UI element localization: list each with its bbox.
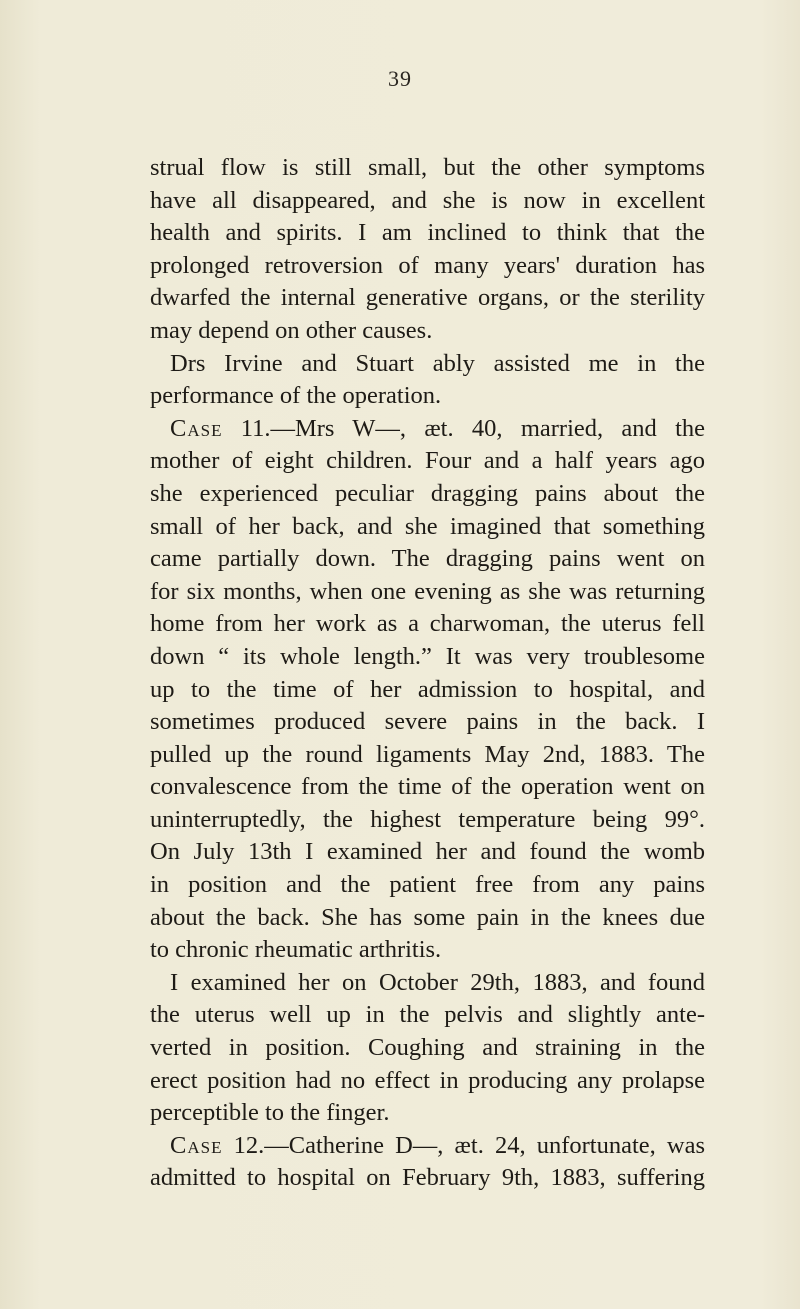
- text-line: up to the time of her admission to hospital, and: [150, 675, 705, 703]
- text-line: convalescence from the time of the operation went on: [150, 773, 705, 801]
- text-line: On July 13th I examined her and found the womb: [150, 838, 705, 866]
- text-line: mother of eight children. Four and a half years ago: [150, 447, 705, 475]
- text-line: perceptible to the finger.: [150, 1099, 390, 1127]
- text-line: to chronic rheumatic arthritis.: [150, 936, 442, 964]
- text-line: 12.—Catherine D—, æt. 24, unfortunate, was: [233, 1131, 706, 1159]
- text-line: sometimes produced severe pains in the back. I: [150, 708, 705, 736]
- case-11-heading-line: [150, 413, 705, 446]
- text-line: uninterruptedly, the highest temperature being 99°.: [150, 805, 705, 833]
- text-line: the uterus well up in the pelvis and slightly ante-: [150, 1001, 705, 1029]
- text-line: about the back. She has some pain in the knees due: [150, 903, 705, 931]
- text-line: in position and the patient free from any pains: [150, 871, 705, 899]
- text-line: erect position had no effect in producing any prolapse: [150, 1066, 705, 1094]
- text-line: Drs Irvine and Stuart ably assisted me in the: [170, 349, 705, 377]
- case-label: Case: [170, 1131, 223, 1159]
- text-line: I examined her on October 29th, 1883, and found: [170, 968, 705, 996]
- text-line: have all disappeared, and she is now in excellent: [150, 186, 705, 214]
- text-line: 11.—Mrs W—, æt. 40, married, and the: [240, 414, 706, 442]
- text-line: home from her work as a charwoman, the uterus fell: [150, 610, 705, 638]
- text-line: down “ its whole length.” It was very troublesome: [150, 642, 705, 670]
- text-line: health and spirits. I am inclined to think that the: [150, 219, 705, 247]
- text-line: pulled up the round ligaments May 2nd, 1883. The: [150, 740, 705, 768]
- page-number: 39: [388, 66, 412, 91]
- text-line: she experienced peculiar dragging pains about the: [150, 479, 705, 507]
- text-line: came partially down. The dragging pains went on: [150, 545, 705, 573]
- text-line: prolonged retroversion of many years' duration has: [150, 251, 705, 279]
- text-line: dwarfed the internal generative organs, or the sterility: [150, 284, 705, 312]
- text-line: strual flow is still small, but the other symptoms: [150, 154, 705, 181]
- text-line: performance of the operation.: [150, 382, 442, 410]
- case-label: Case: [170, 414, 223, 442]
- text-line: for six months, when one evening as she was returning: [150, 577, 705, 605]
- text-line: small of her back, and she imagined that something: [150, 512, 705, 540]
- text-line: admitted to hospital on February 9th, 1883, suffering: [150, 1164, 705, 1192]
- body-text: [150, 152, 705, 1195]
- case-12-heading-line: [150, 1130, 705, 1163]
- text-line: may depend on other causes.: [150, 316, 433, 344]
- text-line: verted in position. Coughing and straining in the: [150, 1034, 705, 1062]
